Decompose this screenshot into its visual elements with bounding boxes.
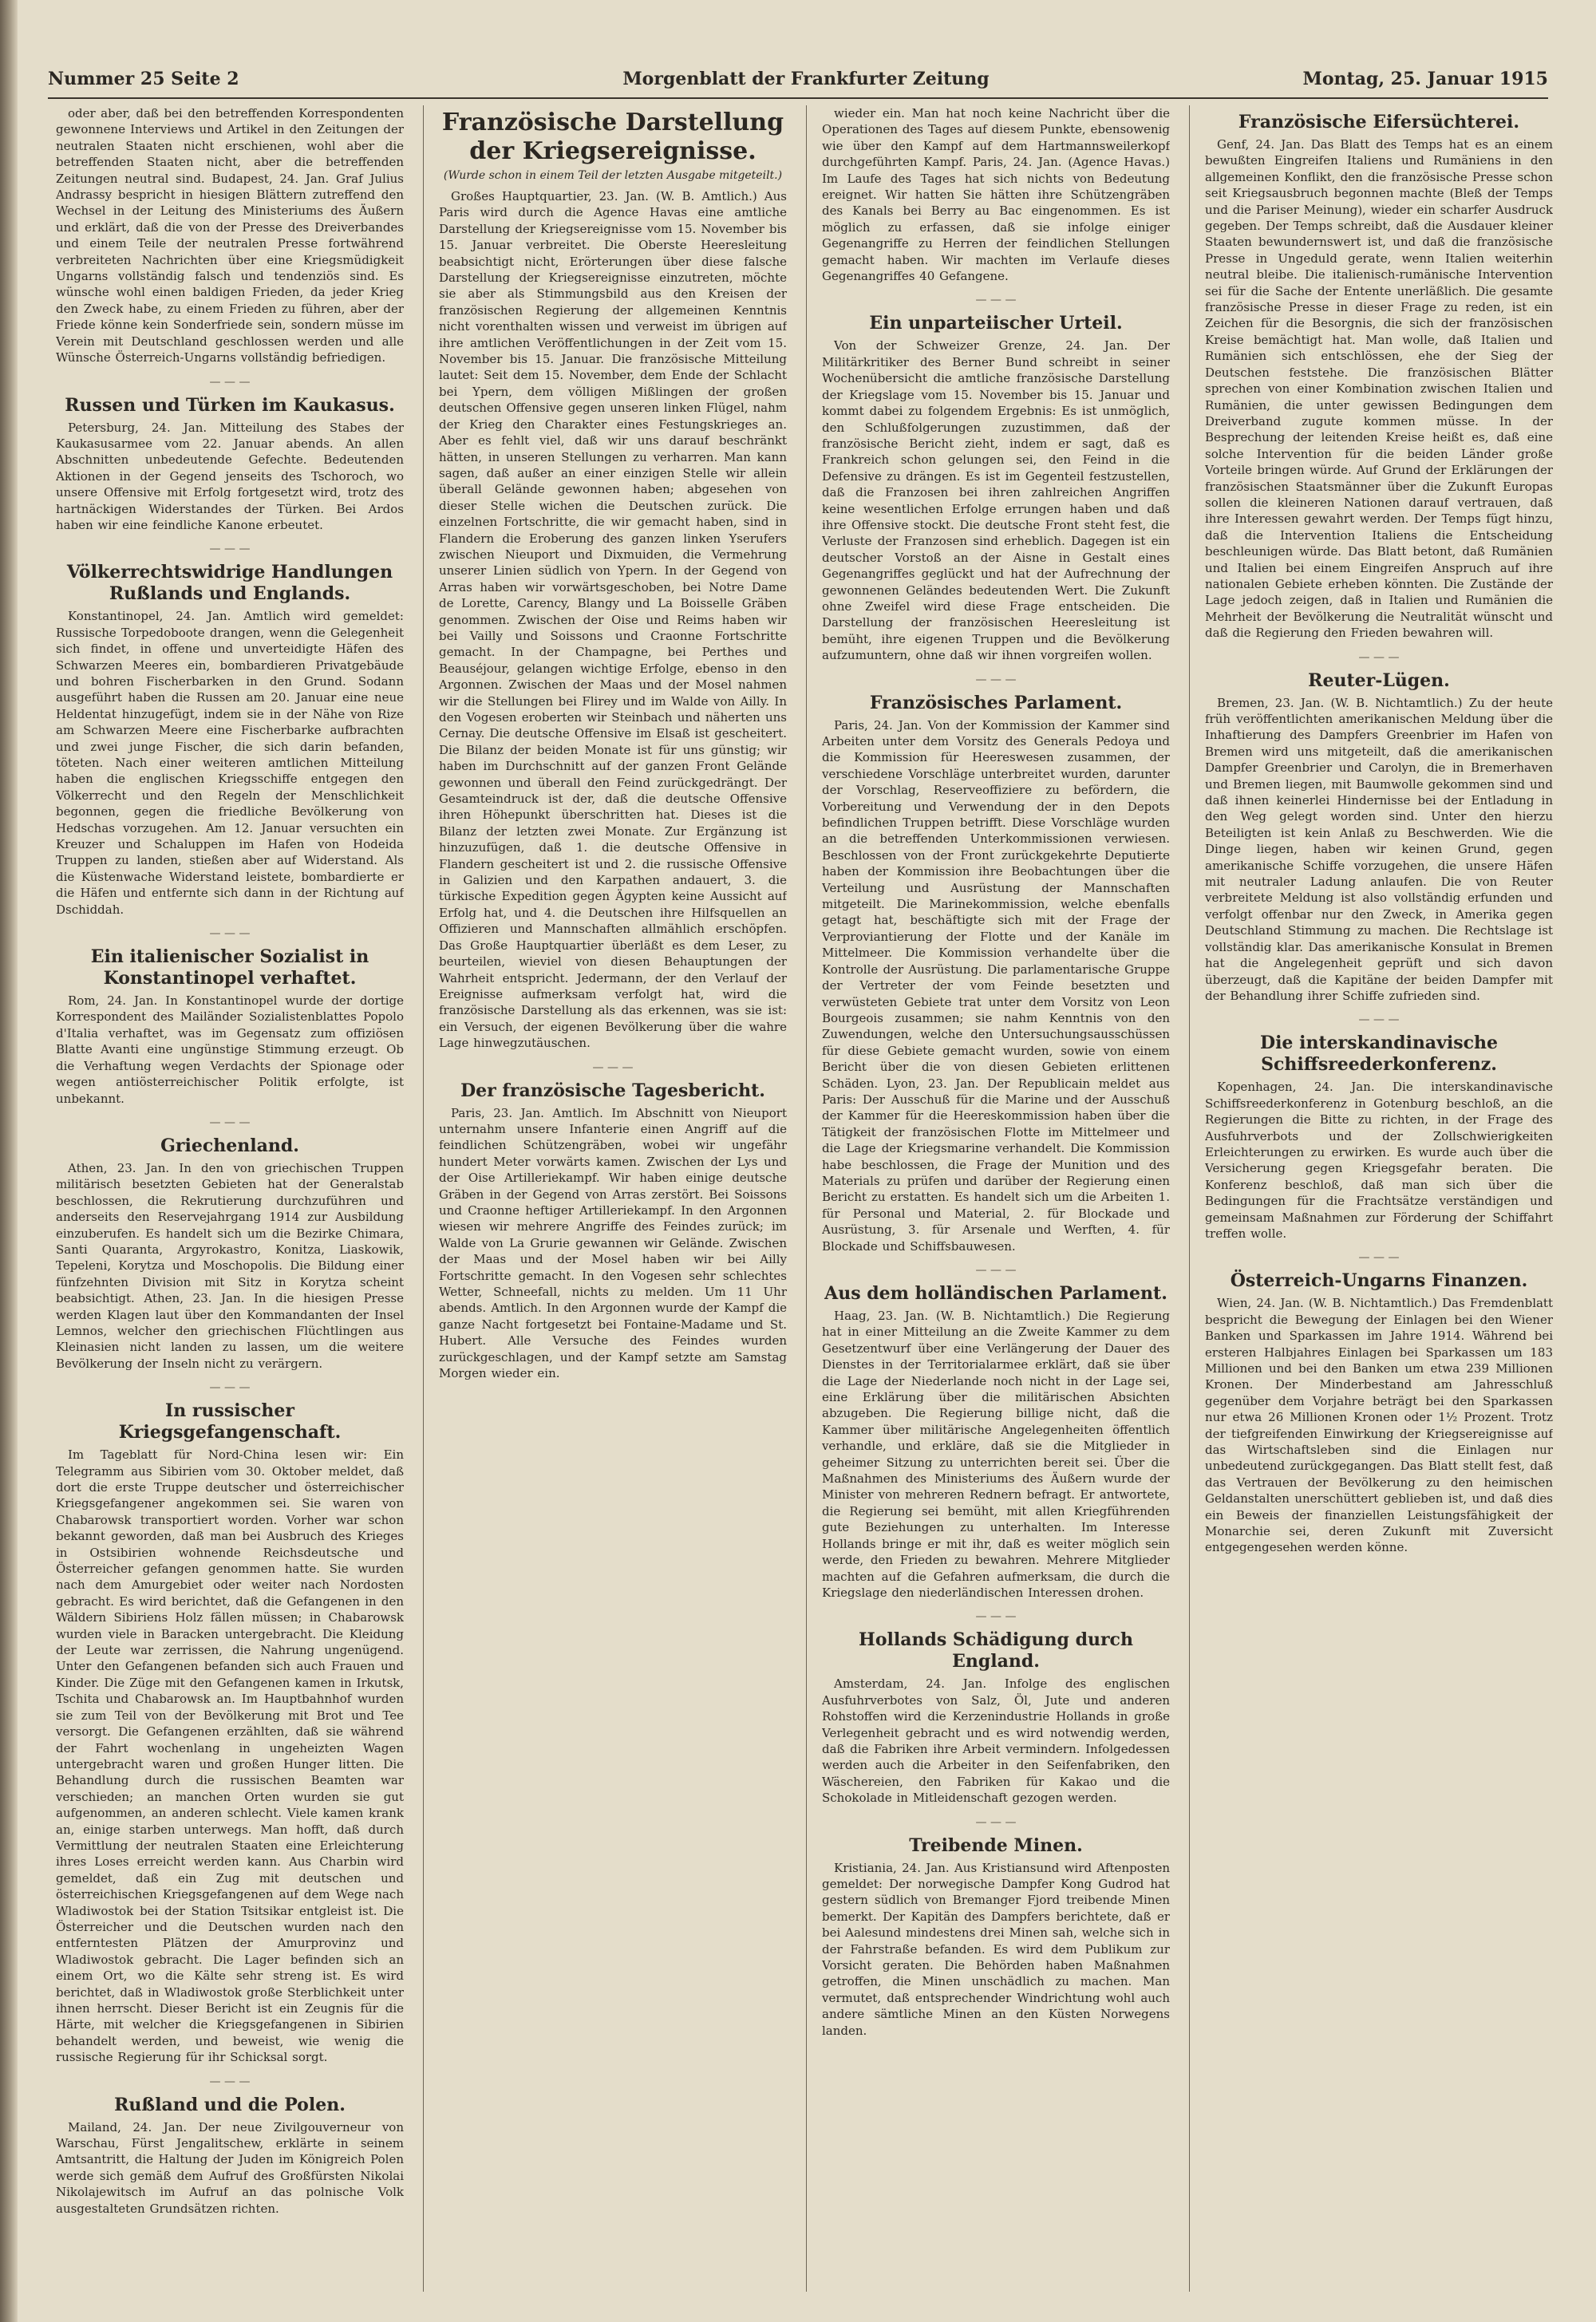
article-body: Von der Schweizer Grenze, 24. Jan. Der Militärkritiker des Berner Bund schreibt in seiner Wochenübersicht die amtliche französische Darstellung der Kriegslage vom 15. November bis 15. Januar und kommt dabei zu folgendem Ergebnis: Es ist unmöglich, den Schlußfolgerungen zuzustimmen, daß der französische Bericht zieht, indem er sagt, daß es Frankreich schon gelungen sei, den Feind in die Defensive zu drängen. Es ist im Gegenteil festzustellen, daß die Franzosen bei ihren zahlreichen Angriffen keine wesentlichen Erfolge errungen haben und daß ihre Offensive stockt. Die deutsche Front steht fest, die Verluste der Franzosen sind erheblich. Dagegen ist ein deutscher Vorstoß an der Aisne in Gestalt eines Gegenangriffes geglückt und hat der Aufrechnung der gewonnenen Geländes bedeutenden Wert. Die Zukunft ohne Zweifel wird diese Frage entscheiden. Die Darstellung der französischen Heeresleitung ist bemüht, ihre eigenen Truppen und die Bevölkerung aufzumuntern, ohne daß wir ihnen vorgreifen wollen.: [822, 338, 1170, 663]
article-headline: Die interskandinavische Schiffsreederkonferenz.: [1260, 1033, 1498, 1076]
section-divider: — — —: [209, 543, 251, 556]
column-rule: [1189, 105, 1190, 2292]
column-rule: [423, 105, 424, 2292]
article-body: wieder ein. Man hat noch keine Nachricht über die Operationen des Tages auf diesem Punkte, ebensowenig wie über den Kampf auf dem Hartmannsweilerkopf durchgeführten Kampf. Paris, 24. Jan. (Agence Havas.) Im Laufe des Tages hat sich nichts von Bedeutung ereignet. Wir hatten Sie hätten ihre Schützengräben des Kanals bei Berry au Bac eingenommen. Es ist möglich zu erfassen, daß sie infolge einiger Gegenangriffe zu Herren der feindlichen Stellungen gemacht haben. Wir machten im Verlaufe dieses Gegenangriffes 40 Gefangene.: [822, 106, 1170, 284]
article: [439, 109, 787, 1052]
article-body: Kopenhagen, 24. Jan. Die interskandinavische Schiffsreederkonferenz in Gotenburg beschloß, an die Regierungen die Bitte zu richten, in der Frage des Ausfuhrverbots und der Zollschwierigkeiten Erleichterungen zu erwirken. Es wurde auch über die Versicherung gegen Kriegsgefahr beraten. Die Konferenz beschloß, daß man sich über die Bedingungen für die Frachtsätze verständigen und gemeinsam Maßnahmen zur Förderung der Schiffahrt treffen wolle.: [1205, 1080, 1553, 1241]
article-headline: Aus dem holländischen Parlament.: [824, 1283, 1167, 1304]
article-body: Wien, 24. Jan. (W. B. Nichtamtlich.) Das Fremdenblatt bespricht die Bewegung der Einlagen bei den Wiener Banken und Sparkassen im Jahre 1914. Während bei ersteren Halbjahres Einlagen bei Sparkassen um 183 Millionen und bei den Banken um etwa 239 Millionen Kronen. Der Minderbestand am Jahresschluß gegenüber dem Vorjahre beträgt bei den Sparkassen nur etwa 26 Millionen Kronen oder 1½ Prozent. Trotz der tiefgreifenden Einwirkung der Kriegsereignisse auf das Wirtschaftsleben sind die Einlagen nur unbedeutend zurückgegangen. Das Blatt stellt fest, daß das Vertrauen der Bevölkerung zu den heimischen Geldanstalten unerschüttert geblieben ist, und daß dies ein Beweis der finanziellen Leistungsfähigkeit der Monarchie sei, deren Zukunft mit Zuversicht entgegengesehen werden könne.: [1205, 1296, 1553, 1555]
article: [822, 1264, 1170, 1601]
article: [1205, 112, 1553, 642]
article-headline: Französisches Parlament.: [869, 692, 1123, 713]
article-headline: Reuter-Lügen.: [1308, 669, 1450, 691]
article: [439, 1061, 787, 1382]
section-divider: — — —: [1358, 650, 1400, 664]
article: [1205, 1013, 1553, 1242]
column-4: [1205, 105, 1553, 2308]
article-headline: Griechenland.: [160, 1135, 299, 1156]
article-headline: In russischer Kriegsgefangenschaft.: [118, 1400, 342, 1443]
article: [822, 1610, 1170, 1806]
article: [822, 294, 1170, 663]
page-header: [48, 65, 1548, 99]
article-headline: Treibende Minen.: [909, 1834, 1083, 1856]
article-body: Haag, 23. Jan. (W. B. Nichtamtlich.) Die Regierung hat in einer Mitteilung an die Zweite Kammer zu dem Gesetzentwurf über eine Verlängerung der Dauer des Dienstes in der Territorialarmee erklärt, daß sie über die Lage der Niederlande noch nicht in der Lage sei, eine Erklärung über die militärischen Absichten abzugeben. Die Regierung billige nicht, daß die Kammer über militärische Angelegenheiten öffentlich verhandle, und erkläre, daß sie die Mitglieder in geheimer Sitzung zu unterrichten bereit sei. Über die Maßnahmen des Ministeriums des Äußern wurde der Minister von mehreren Rednern befragt. Er antwortete, die Regierung sei bemüht, mit allen Kriegführenden gute Beziehungen zu unterhalten. Im Interesse Hollands bringe er mit ihr, daß es weiter möglich sein werde, den Frieden zu bewahren. Mehrere Mitglieder machten auf die Gefahren aufmerksam, die durch die Kriegslage den niederländischen Interessen drohen.: [822, 1309, 1170, 1600]
section-divider: — — —: [592, 1060, 634, 1074]
article-headline: Russen und Türken im Kaukasus.: [65, 394, 395, 416]
article-body: Mailand, 24. Jan. Der neue Zivilgouverneur von Warschau, Fürst Jengalitschew, erklärte in seinem Amtsantritt, die Haltung der Juden im Königreich Polen werde sich gemäß dem Aufruf des Großfürsten Nikolai Nikolajewitsch im Aufruf an das polnische Volk ausgestalteten Grundsätzen richten.: [56, 2119, 404, 2216]
issue-number: Nummer 25 Seite 2: [48, 69, 239, 89]
article: [822, 1816, 1170, 2039]
section-divider: — — —: [1358, 1013, 1400, 1027]
book-binding: [0, 0, 18, 2322]
article-headline: Österreich-Ungarns Finanzen.: [1230, 1270, 1528, 1292]
section-divider: — — —: [975, 1815, 1017, 1829]
article: [56, 2075, 404, 2217]
article: [56, 376, 404, 534]
article-body: Amsterdam, 24. Jan. Infolge des englischen Ausfuhrverbotes von Salz, Öl, Jute und anderen Rohstoffen wird die Kerzenindustrie Hollands in große Verlegenheit gebracht und es wird notwendig werden, daß die Fabriken ihre Arbeit vermindern. Infolgedessen werden auch die Arbeiter in den Seifenfabriken, den Wäschereien, den Fabriken für Kakao und die Schokolade in Mitleidenschaft gezogen werden.: [822, 1676, 1170, 1806]
section-divider: — — —: [209, 1116, 251, 1129]
article-headline: Französische Darstellung der Kriegsereignisse.: [441, 109, 784, 165]
section-divider: — — —: [209, 375, 251, 389]
issue-date: Montag, 25. Januar 1915: [1302, 69, 1548, 89]
section-divider: — — —: [975, 294, 1017, 307]
article-body: Im Tageblatt für Nord-China lesen wir: Ein Telegramm aus Sibirien vom 30. Oktober meldet, daß dort die erste Truppe deutscher und österreichischer Kriegsgefangener angekommen sei. Sie waren von Chabarowsk transportiert worden. Vorher war schon bekannt geworden, daß man bei Ausbruch des Krieges in Ostsibirien wohnende Reichsdeutsche und Österreicher gefangen genommen hatte. Sie wurden nach dem Amurgebiet oder weiter nach Nordosten gebracht. Es wird berichtet, daß die Gefangenen in den Wäldern Sibiriens Holz fällen müssen; in Chabarowsk wurden viele in Baracken untergebracht. Die Kleidung der Leute war zerrissen, die Nahrung ungenügend. Unter den Gefangenen befanden sich auch Frauen und Kinder. Die Züge mit den Gefangenen kamen in Irkutsk, Tschita und Chabarowsk an. Im Hauptbahnhof wurden sie zum Teil von der Bevölkerung mit Brot und Tee versorgt. Die Gefangenen erzählten, daß sie während der Fahrt wochenlang in ungeheizten Wagen untergebracht waren und großen Hunger litten. Die Behandlung durch die russischen Beamten war verschieden; an manchen Orten wurden sie gut aufgenommen, an anderen schlecht. Viele kamen krank an, einige starben unterwegs. Man hofft, daß durch Vermittlung der neutralen Staaten eine Erleichterung ihres Loses erreicht werden kann. Aus Charbin wird gemeldet, daß ein Zug mit deutschen und österreichischen Kriegsgefangenen auf dem Wege nach Wladiwostok bei der Station Tsitsikar entgleist ist. Die Österreicher und die Deutschen wurden nach den entferntesten Plätzen der Amurprovinz und Wladiwostok gebracht. Die Lager befinden sich an einem Ort, wo die Kälte sehr streng ist. Es wird berichtet, daß in Wladiwostok große Sterblichkeit unter ihnen herrscht. Dieser Bericht ist ein Zeugnis für die Härte, mit welcher die Kriegsgefangenen in Sibirien behandelt werden, und beweist, wie wenig die russische Regierung für ihr Schicksal sorgt.: [56, 1447, 404, 2065]
article-body: Paris, 23. Jan. Amtlich. Im Abschnitt von Nieuport unternahm unsere Infanterie einen Angriff auf die feindlichen Schützengräben, wobei wir ungefähr hundert Meter vorwärts kamen. Zwischen der Lys und der Oise Artilleriekampf. Wir haben einige deutsche Gräben in der Gegend von Arras zerstört. Bei Soissons und Craonne heftiger Artilleriekampf. In den Argonnen wiesen wir mehrere Angriffe des Feindes zurück; im Walde von La Grurie gewannen wir Gelände. Zwischen der Maas und der Mosel haben wir bei Ailly Fortschritte gemacht. In den Vogesen sehr schlechtes Wetter, Schneefall, nichts zu melden. Um 11 Uhr abends. Amtlich. In den Argonnen wurde der Kampf die ganze Nacht fortgesetzt bei Fontaine-Madame und St. Hubert. Alle Versuche des Feindes wurden zurückgeschlagen, und der Kampf setzte am Samstag Morgen wieder ein.: [439, 1105, 787, 1381]
section-divider: — — —: [975, 1264, 1017, 1277]
article: [56, 543, 404, 918]
article-headline: Der französische Tagesbericht.: [460, 1080, 765, 1101]
article-note: (Wurde schon in einem Teil der letzten Ausgabe mitgeteilt.): [443, 169, 783, 182]
article: [56, 1116, 404, 1372]
column-2: [439, 105, 787, 2308]
column-rule: [806, 105, 807, 2292]
article: [1205, 1251, 1553, 1556]
article: [56, 105, 404, 366]
column-3: [822, 105, 1170, 2308]
section-divider: — — —: [975, 1610, 1017, 1624]
section-divider: — — —: [1358, 1251, 1400, 1265]
article-headline: Rußland und die Polen.: [114, 2094, 346, 2115]
article-headline: Hollands Schädigung durch England.: [859, 1629, 1133, 1672]
article-body: Konstantinopel, 24. Jan. Amtlich wird gemeldet: Russische Torpedoboote drangen, wenn die Gelegenheit sich findet, in offene und unverteidigte Häfen des Schwarzen Meeres ein, bombardieren Privatgebäude und bohren Fischerbarken in den Grund. Sodann ausgeführt haben die Russen am 20. Januar eine neue Heldentat hinzugefügt, indem sie in der Nähe von Rize am Schwarzen Meere eine Fischerbarke aufbrachten und zwei junge Fischer, die sich darin befanden, töteten. Nach einer weiteren amtlichen Mitteilung haben die englischen Kriegsschiffe entgegen den Völkerrecht und den Regeln der Menschlichkeit begonnen, gegen die friedliche Bevölkerung von Hedschas vorzugehen. Am 12. Januar versuchten ein Kreuzer und Schaluppen im Hafen von Hodeida Truppen zu landen, stießen aber auf Widerstand. Als die Küstenwache Widerstand leistete, bombardierte er die Häfen und entfernte sich dann in der Richtung auf Dschiddah.: [56, 609, 404, 917]
section-divider: — — —: [209, 1381, 251, 1395]
article-body: Rom, 24. Jan. In Konstantinopel wurde der dortige Korrespondent des Mailänder Sozialistenblattes Popolo d'Italia verhaftet, was im Gegensatz zum offiziösen Blatte Avanti eine ungünstige Stimmung erzeugt. Ob die Verhaftung wegen Verdachts der Spionage oder wegen antiösterreichischer Politik erfolgte, ist unbekannt.: [56, 993, 404, 1106]
article-body: Athen, 23. Jan. In den von griechischen Truppen militärisch besetzten Gebieten hat der Generalstab beschlossen, die Rekrutierung durchzuführen und anderseits den Reservejahrgang 1914 zur Ausbildung einzuberufen. Es handelt sich um die Bezirke Chimara, Santi Quaranta, Argyrokastro, Konitza, Liaskowik, Tepeleni, Korytza und Moschopolis. Die Bildung einer fünfzehnten Division mit Sitz in Korytza scheint beabsichtigt. Athen, 23. Jan. In die hiesigen Presse werden Klagen laut über den Kommandanten der Insel Lemnos, welcher den griechischen Flüchtlingen aus Kleinasien nicht landen zu lassen, um die weitere Bevölkerung der Inseln nicht zu verärgern.: [56, 1160, 404, 1371]
article-headline: Ein unparteiischer Urteil.: [869, 313, 1123, 334]
article: [56, 1381, 404, 2065]
article-headline: Völkerrechtswidrige Handlungen Rußlands und Englands.: [66, 562, 393, 605]
article-headline: Französische Eifersüchterei.: [1238, 112, 1520, 132]
article-body: Paris, 24. Jan. Von der Kommission der Kammer sind Arbeiten unter dem Vorsitz des Generals Pedoya und die Kommission für Heereswesen zusammen, der verschiedene Vorschläge unterbreitet wurden, darunter der Vorschlag, Reserveoffiziere zu befördern, die Vorbereitung und Verwendung der in den Depots befindlichen Truppen betrifft. Diese Vorschläge wurden an die betreffenden Unterkommissionen verwiesen. Beschlossen von der Front zurückgekehrte Deputierte haben der Kommission ihre Beobachtungen über die Verteilung und Ausrüstung der Mannschaften mitgeteilt. Die Marinekommission, welche ebenfalls getagt hat, beschäftigte sich mit der Frage der Verproviantierung der Flotte und der Kanäle im Mittelmeer. Die Kommission verhandelte über die Kontrolle der Ausrüstung. Die parlamentarische Gruppe der Vertreter der vom Feinde besetzten und verwüsteten Gebiete trat unter dem Vorsitz von Leon Bourgeois zusammen; sie nahm Kenntnis von den Zuwendungen, welche den Untersuchungsausschüssen für diese Gebiete gemacht wurden, sowie von einem Bericht über die von diesen Gebieten erlittenen Schäden. Lyon, 23. Jan. Der Republicain meldet aus Paris: Der Ausschuß für die Marine und der Ausschuß der Kammer für die Heereskommission haben über die Tätigkeit der französischen Flotte im Mittelmeer und die Lage der Kriegsmarine verhandelt. Die Kommission habe beschlossen, die Frage der Munition und des Materials zu prüfen und darüber der Regierung einen Bericht zu erstatten. Es handelt sich um die Arbeiten 1. für Personal und Material, 2. für Blockade und Ausrüstung, 3. für Arsenale und Werften, 4. für Blockade und Schiffsbauwesen.: [822, 717, 1170, 1254]
section-divider: — — —: [975, 673, 1017, 686]
article-body: Genf, 24. Jan. Das Blatt des Temps hat es an einem bewußten Eingreifen Italiens und Rumäniens in den allgemeinen Konflikt, den die französische Presse schon seit Kriegsausbruch begonnen machte (Bleß der Temps und die Pariser Meinung), wieder ein scharfer Ausdruck gegeben. Der Temps schreibt, daß die Ausdauer kleiner Staaten bewundernswert ist, und daß die französische Presse in Ungeduld gerate, wenn Italien weiterhin neutral bleibe. Die italienisch-rumänische Intervention sei für die Sache der Entente unerläßlich. Die gesamte französische Presse in dieser Frage zu reden, ist ein Zeichen für die Besorgnis, die sich der französischen Kreise bemächtigt hat. Man wolle, daß Italien und Rumänien sich entschlössen, ehe der Sieg der Deutschen feststehe. Die französischen Blätter sprechen von einer Kombination zwischen Italien und Rumänien, die unter gewissen Bedingungen dem Dreiverband zugute kommen müsse. In der Besprechung der leitenden Kreise heißt es, daß eine solche Intervention für die beiden Länder große Vorteile bringen würde. Auf Grund der Erklärungen der französischen Staatsmänner über die Zukunft Europas sollen die kleineren Nationen darauf vertrauen, daß ihre Interessen gewahrt werden. Der Temps fügt hinzu, daß die Intervention Italiens die Entscheidung beschleunigen würde. Das Blatt betont, daß Rumänien und Italien bei einem Eingreifen Anspruch auf ihre nationalen Gebiete erheben könnten. Die Zustände der Lage jedoch zeigen, daß in Italien und Rumänien die Mehrheit der Bevölkerung die Neutralität wünscht und daß die Regierung den Frieden bewahren will.: [1205, 137, 1553, 641]
article: [1205, 651, 1553, 1005]
article-body: oder aber, daß bei den betreffenden Korrespondenten gewonnene Interviews und Artikel in den Zeitungen der neutralen Staaten nicht erschienen, wohl aber die betreffenden Staaten nicht, aber die betreffenden Zeitungen neutral sind. Budapest, 24. Jan. Graf Julius Andrassy bespricht in hiesigen Blättern zutreffend den Wechsel in der Leitung des Ministeriums des Äußern und erklärt, daß die von der Presse des Dreiverbandes und einem Teile der neutralen Presse fortwährend verbreiteten Nachrichten über eine Kriegsmüdigkeit Ungarns vollständig falsch und tendenziös sind. Es wünsche wohl einen baldigen Frieden, da jeder Krieg den Zweck habe, zu einem Frieden zu führen, aber der Friede könne kein Sonderfriede sein, sondern müsse im Verein mit Deutschland geschlossen werden und alle Wünsche Österreich-Ungarns vollständig befriedigen.: [56, 106, 404, 365]
article: [56, 927, 404, 1107]
article-body: Petersburg, 24. Jan. Mitteilung des Stabes der Kaukasusarmee vom 22. Januar abends. An allen Abschnitten unbedeutende Gefechte. Bedeutenden Aktionen in der Gegend jenseits des Tschoroch, wo unsere Offensive mit Erfolg fortgesetzt wird, trotz des hartnäckigen Widerstandes der Türken. Bei Ardos haben wir eine feindliche Kanone erbeutet.: [56, 420, 404, 532]
article-headline: Ein italienischer Sozialist in Konstantinopel verhaftet.: [90, 946, 369, 989]
section-divider: — — —: [209, 927, 251, 941]
article-body: Kristiania, 24. Jan. Aus Kristiansund wird Aftenposten gemeldet: Der norwegische Dampfer Kong Gudrod hat gestern südlich von Bremanger Fjord treibende Minen bemerkt. Der Kapitän des Dampfers berichtete, daß er bei Aalesund mindestens drei Minen sah, welche sich in der Fahrstraße befanden. Es wird dem Publikum zur Vorsicht geraten. Die Behörden haben Maßnahmen getroffen, die Minen unschädlich zu machen. Man vermutet, daß entsprechender Windrichtung wohl auch andere sämtliche Minen an den Küsten Norwegens landen.: [822, 1860, 1170, 2038]
newspaper-title: Morgenblatt der Frankfurter Zeitung: [622, 69, 990, 89]
column-1: [56, 105, 404, 2308]
section-divider: — — —: [209, 2075, 251, 2088]
article-body: Großes Hauptquartier, 23. Jan. (W. B. Amtlich.) Aus Paris wird durch die Agence Havas eine amtliche Darstellung der Kriegsereignisse vom 15. November bis 15. Januar verbreitet. Die Oberste Heeresleitung beabsichtigt nicht, Erörterungen über diese falsche Darstellung der Kriegsereignisse einzutreten, möchte sie aber als Stimmungsbild aus den Kreisen der französischen Regierung der allgemeinen Kenntnis nicht vorenthalten wissen und verweist im übrigen auf ihre amtlichen Veröffentlichungen in der Zeit vom 15. November bis 15. Januar. Die französische Mitteilung lautet: Seit dem 15. November, dem Ende der Schlacht bei Ypern, dem völligen Mißlingen der großen deutschen Offensive gegen unseren linken Flügel, nahm der Krieg den Charakter eines Festungskrieges an. Aber es fehlt viel, daß wir uns darauf beschränkt hätten, in unseren Stellungen zu verharren. Man kann sagen, daß außer an einer einzigen Stelle wir allein überall Gelände gewonnen haben; abgesehen von dieser Stelle wichen die Deutschen zurück. Die einzelnen Fortschritte, die wir gemacht haben, sind in Flandern die Eroberung des ganzen linken Yserufers zwischen Nieuport und Dixmuiden, die Vermehrung unserer Linien südlich von Ypern. In der Gegend von Arras haben wir vorwärtsgeschoben, bei Notre Dame de Lorette, Carency, Blangy und La Boisselle Gräben genommen. Zwischen der Oise und Reims haben wir bei Vailly und Soissons und Craonne Fortschritte gemacht. In der Champagne, bei Perthes und Beauséjour, gelangen wichtige Erfolge, ebenso in den Argonnen. Zwischen der Maas und der Mosel nahmen wir die Stellungen bei Flirey und im Walde von Ailly. In den Vogesen eroberten wir Steinbach und näherten uns Cernay. Die deutsche Offensive im Elsaß ist gescheitert. Die Bilanz der beiden Monate ist für uns günstig; wir haben im Durchschnitt auf der ganzen Front Gelände gewonnen und überall den Feind zurückgedrängt. Der Gesamteindruck ist der, daß die deutsche Offensive ihren Höhepunkt überschritten hat. Dieses ist die Bilanz der letzten zwei Monate. Zur Ergänzung ist hinzuzufügen, daß 1. die deutsche Offensive in Flandern gescheitert ist und 2. die russische Offensive in Galizien und den Karpathen andauert, 3. die türkische Expedition gegen Ägypten keine Aussicht auf Erfolg hat, und 4. die Deutschen ihre Hilfsquellen an Offizieren und Mannschaften allmählich erschöpfen. Das Große Hauptquartier überläßt es dem Leser, zu beurteilen, wieviel von diesen Behauptungen der Wahrheit entspricht. Jedermann, der den Verlauf der Ereignisse aufmerksam verfolgt hat, wird die französische Darstellung als das erkennen, was sie ist: ein Versuch, der eigenen Bevölkerung über die wahre Lage hinwegzutäuschen.: [439, 189, 787, 1051]
article: [822, 105, 1170, 284]
article-body: Bremen, 23. Jan. (W. B. Nichtamtlich.) Zu der heute früh veröffentlichten amerikanischen Meldung über die Inhaftierung des Dampfers Greenbrier im Hafen von Bremen wird uns mitgeteilt, daß die amerikanischen Dampfer Greenbrier und Carolyn, die in Bremerhaven und Bremen liegen, mit Baumwolle gekommen sind und daß ihnen keinerlei Hindernisse bei der Entladung in den Weg gelegt worden sind. Unter den hierzu Beteiligten ist kein Anlaß zu Beschwerden. Wie die Dinge liegen, haben wir keinen Grund, gegen amerikanische Schiffe vorzugehen, die unsere Häfen mit neutraler Ladung anlaufen. Die von Reuter verbreitete Meldung ist also vollständig erfunden und verfolgt offenbar nur den Zweck, in Amerika gegen Deutschland Stimmung zu machen. Die Rechtslage ist vollständig klar. Das amerikanische Konsulat in Bremen hat die Angelegenheit geprüft und sich davon überzeugt, daß die Kapitäne der beiden Dampfer mit der Behandlung ihrer Schiffe zufrieden sind.: [1205, 695, 1553, 1003]
article: [822, 673, 1170, 1254]
